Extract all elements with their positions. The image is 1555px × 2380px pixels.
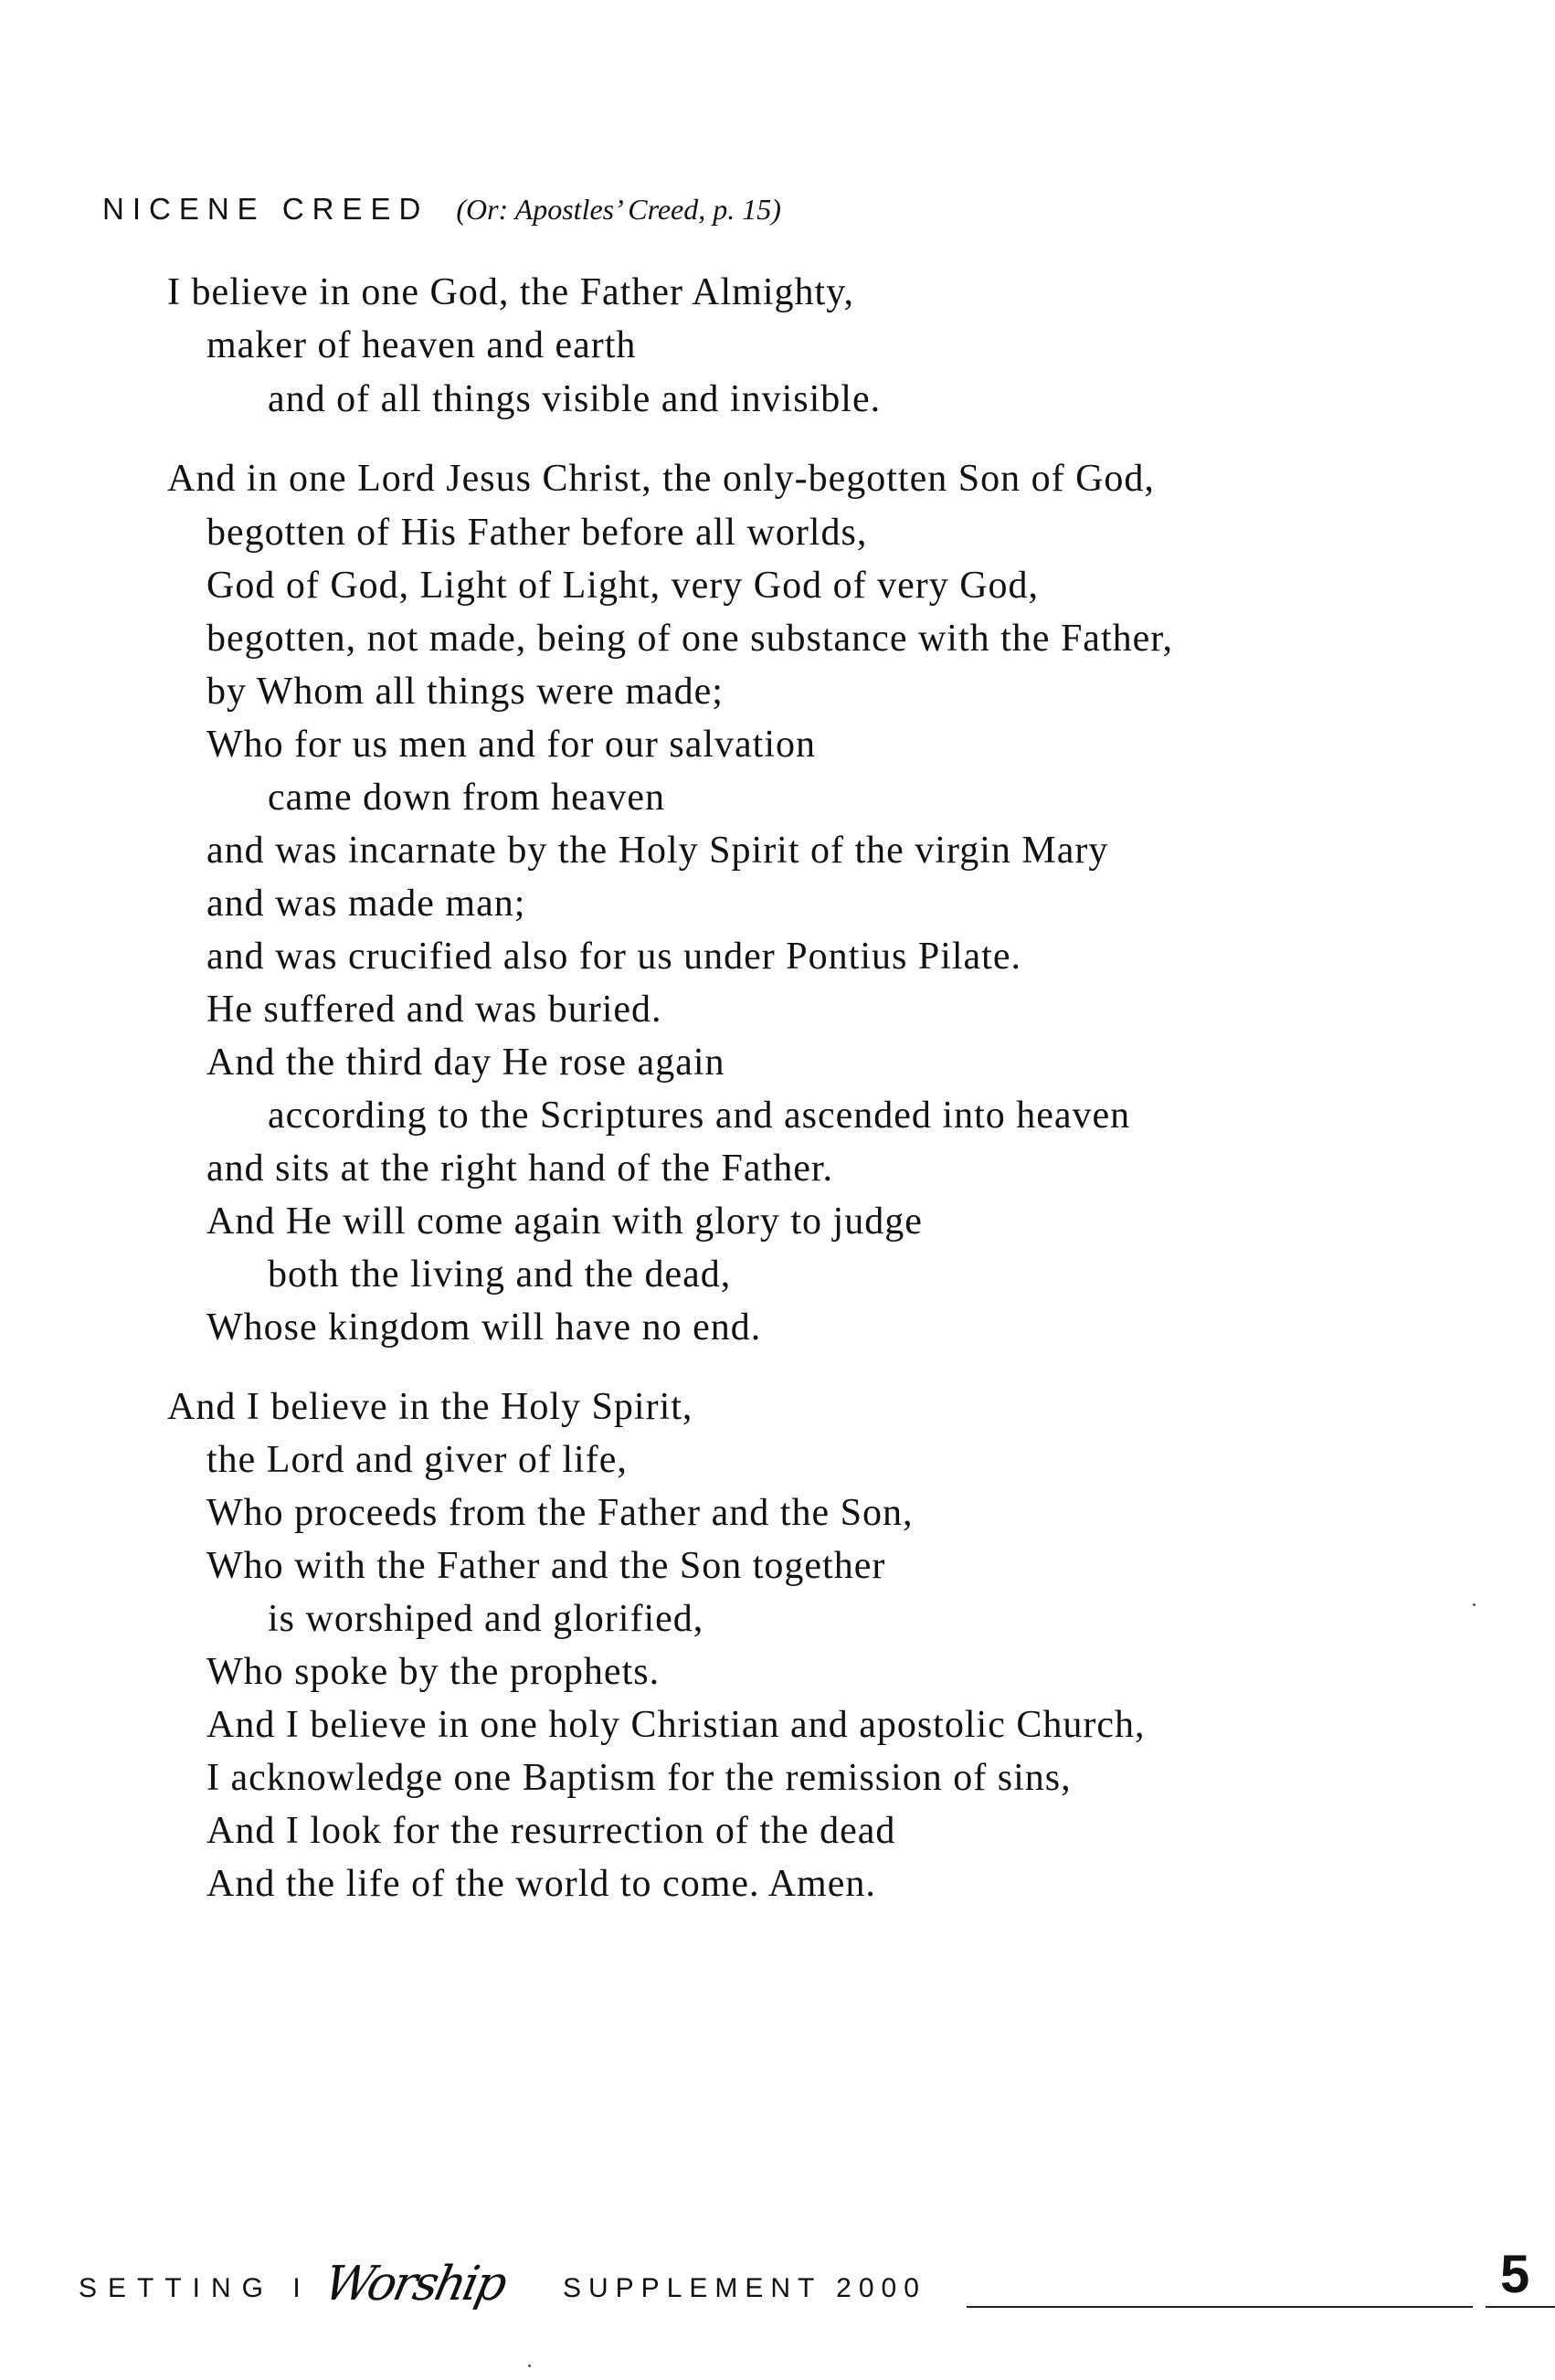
footer-supplement: SUPPLEMENT 2000: [563, 2273, 926, 2303]
creed-line: by Whom all things were made;: [206, 671, 724, 713]
creed-line: and sits at the right hand of the Father.: [206, 1148, 834, 1190]
heading-note: (Or: Apostles’ Creed, p. 15): [456, 193, 781, 226]
creed-line: And I believe in one holy Christian and apostolic Church,: [206, 1704, 1146, 1746]
creed-line: Who spoke by the prophets.: [206, 1651, 661, 1693]
creed-line: And He will come again with glory to judge: [206, 1201, 923, 1243]
creed-line: and was incarnate by the Holy Spirit of the virgin Mary: [206, 830, 1109, 872]
heading-title: NICENE CREED: [102, 192, 429, 226]
creed-line: God of God, Light of Light, very God of very God,: [206, 565, 1040, 607]
footer-rule: [967, 2306, 1473, 2308]
creed-line: maker of heaven and earth: [206, 324, 637, 366]
creed-line: Who for us men and for our salvation: [206, 724, 817, 766]
creed-line: according to the Scriptures and ascended into heaven: [268, 1095, 1131, 1137]
creed-line: came down from heaven: [268, 777, 665, 819]
footer-rule-short: [1486, 2306, 1555, 2308]
creed-line: He suffered and was buried.: [206, 989, 662, 1031]
creed-line: and of all things visible and invisible.: [268, 378, 882, 420]
creed-line: I acknowledge one Baptism for the remission of sins,: [206, 1757, 1072, 1799]
creed-line: the Lord and giver of life,: [206, 1439, 628, 1481]
footer-setting: SETTING I: [79, 2273, 312, 2303]
creed-line: And I believe in the Holy Spirit,: [167, 1386, 693, 1428]
creed-line: Who proceeds from the Father and the Son,: [206, 1492, 914, 1534]
creed-line: And the life of the world to come. Amen.: [206, 1863, 876, 1905]
creed-line: Whose kingdom will have no end.: [206, 1306, 762, 1349]
creed-line: I believe in one God, the Father Almighty,: [167, 271, 854, 313]
creed-line: And I look for the resurrection of the dead: [206, 1810, 896, 1852]
creed-line: Who with the Father and the Son together: [206, 1545, 886, 1587]
creed-line: and was crucified also for us under Pontius Pilate.: [206, 936, 1021, 978]
page-number: 5: [1500, 2245, 1530, 2304]
creed-line: both the living and the dead,: [268, 1253, 732, 1296]
section-heading: [102, 192, 781, 238]
creed-line: begotten of His Father before all worlds,: [206, 512, 868, 554]
scan-speck: [1473, 1603, 1476, 1606]
creed-line: begotten, not made, being of one substance with the Father,: [206, 618, 1174, 660]
creed-line: and was made man;: [206, 883, 526, 925]
page-footer: [79, 2245, 1530, 2311]
footer-worship-script: Worship: [319, 2257, 510, 2311]
creed-line: is worshiped and glorified,: [268, 1598, 704, 1640]
creed-line: And in one Lord Jesus Christ, the only-begotten Son of God,: [167, 458, 1155, 500]
scan-speck: [528, 2364, 531, 2367]
creed-line: And the third day He rose again: [206, 1042, 725, 1084]
